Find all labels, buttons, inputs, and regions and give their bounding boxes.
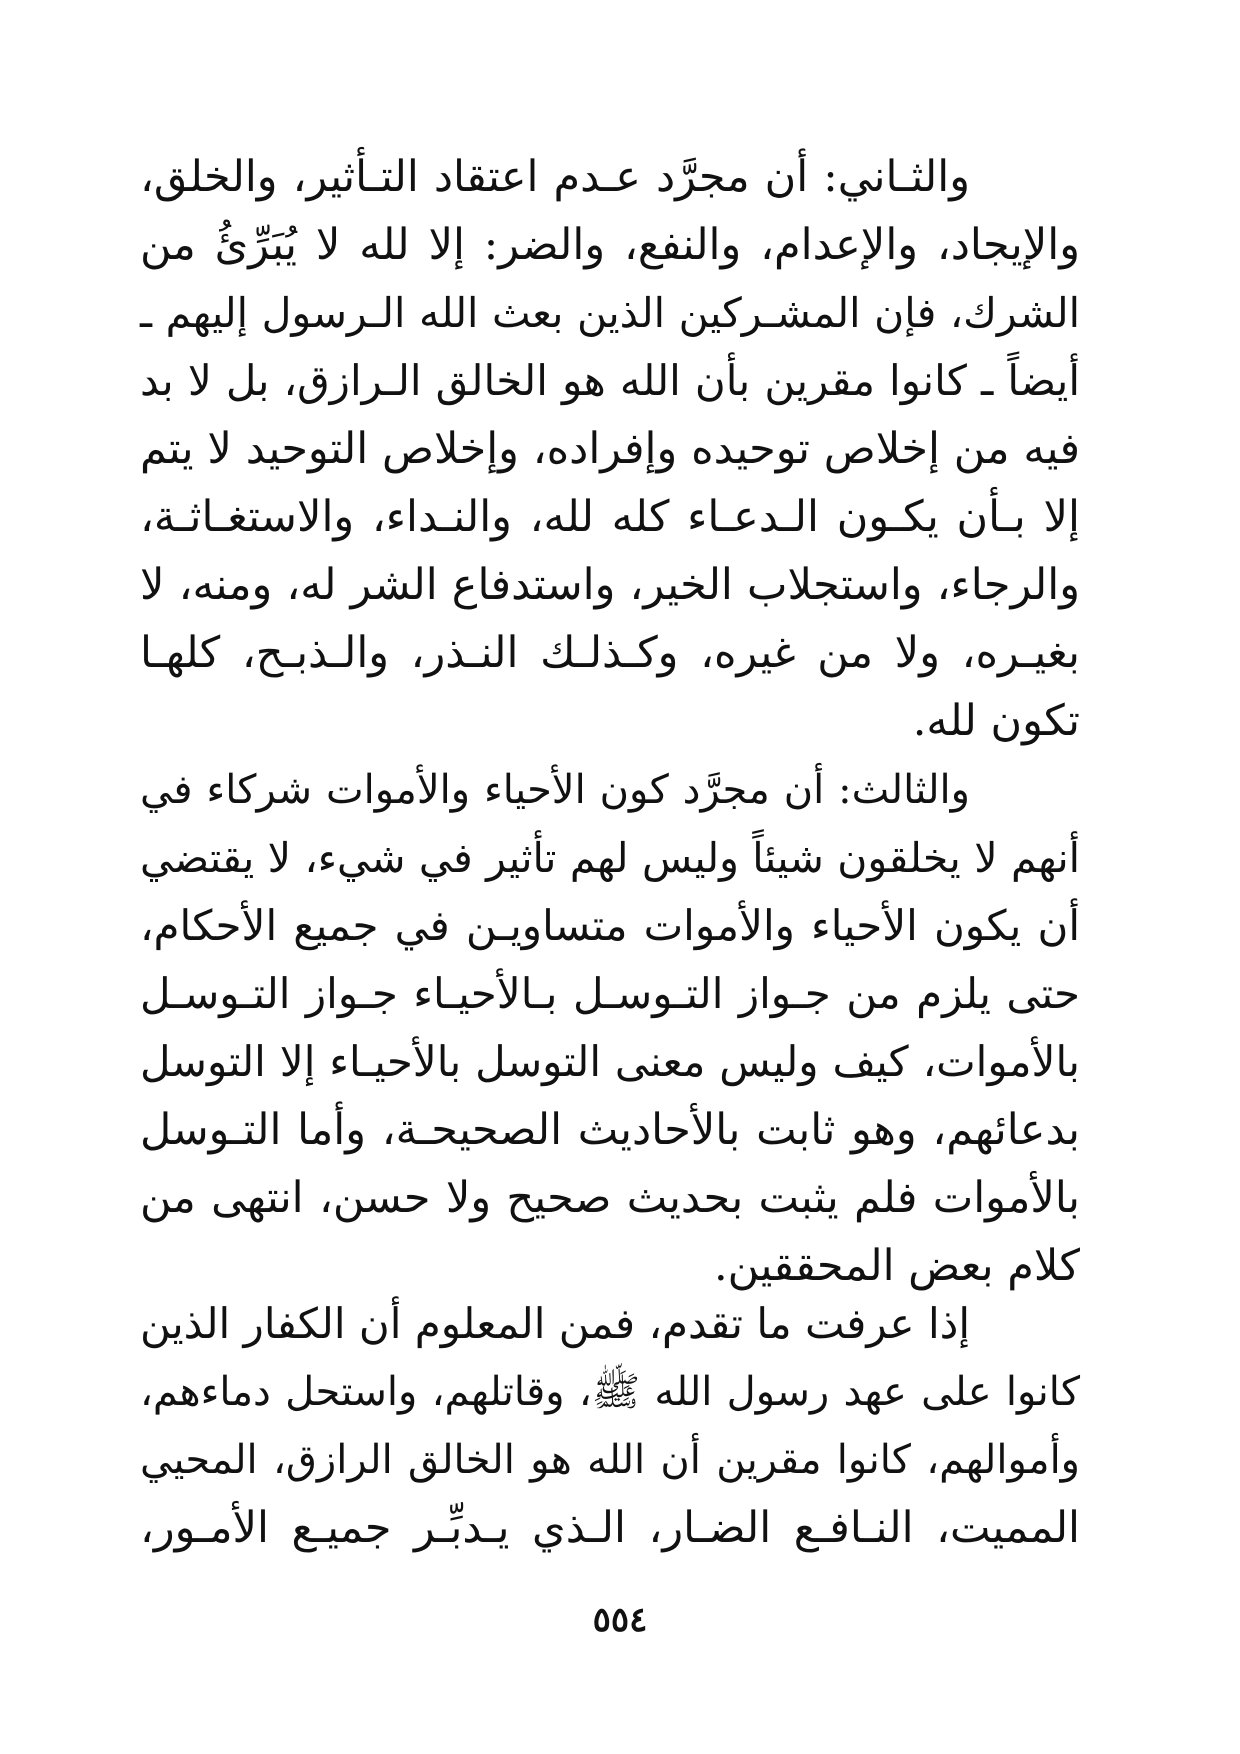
paragraph-line: والإيجاد، والإعدام، والنفع، والضر: إلا لله لا يُبَرِّئُ من	[140, 220, 1080, 270]
page-number: ٥٥٤	[592, 1600, 648, 1640]
paragraph-line: والثـاني: أن مجرَّد عـدم اعتقاد التـأثير، والخلق،	[140, 152, 970, 202]
paragraph-3	[140, 1290, 1080, 1562]
paragraph-line: أيضاً ـ كانوا مقرين بأن الله هو الخالق الـرازق، بل لا بد	[140, 356, 1080, 405]
paragraph-line: إذا عرفت ما تقدم، فمن المعلوم أن الكفار الذين	[140, 1299, 970, 1348]
paragraph-2	[140, 756, 1080, 1300]
paragraph-line: الشرك، فإن المشـركين الذين بعث الله الـرسول إليهم ـ	[140, 289, 1080, 337]
paragraph-line: كلام بعض المحققين.	[713, 1241, 1080, 1291]
paragraph-line: بغيـره، ولا من غيره، وكـذلـك النـذر، والـذبـح، كلهـا	[140, 628, 1080, 678]
paragraph-1	[140, 143, 1080, 755]
paragraph-line: فيه من إخلاص توحيده وإفراده، وإخلاص التوحيد لا يتم	[140, 424, 1080, 474]
paragraph-line: بدعائهم، وهو ثابت بالأحاديث الصحيحـة، وأما التـوسل	[140, 1105, 1080, 1155]
paragraph-line: حتى يلزم من جـواز التـوسـل بـالأحيـاء جـواز التـوسـل	[140, 969, 1080, 1018]
paragraph-line: إلا بـأن يكـون الـدعـاء كله لله، والنـداء، والاستغـاثـة،	[140, 492, 1080, 542]
paragraph-line: بالأموات فلم يثبت بحديث صحيح ولا حسن، انتهى من	[140, 1173, 1080, 1223]
paragraph-line: تكون لله.	[912, 696, 1080, 746]
paragraph-line: بالأموات، كيف وليس معنى التوسل بالأحيـاء إلا التوسل	[140, 1037, 1080, 1086]
paragraph-line: المميت، النـافـع الضـار، الـذي يـدبِّـر جميـع الأمـور،	[140, 1503, 1080, 1553]
paragraph-line: أنهم لا يخلقون شيئاً وليس لهم تأثير في شيء، لا يقتضي	[140, 834, 1080, 882]
paragraph-line: وأموالهم، كانوا مقرين أن الله هو الخالق الرازق، المحيي	[140, 1437, 1080, 1483]
paragraph-line: والثالث: أن مجرَّد كون الأحياء والأموات شركاء في	[140, 767, 970, 813]
paragraph-line: والرجاء، واستجلاب الخير، واستدفاع الشر له، ومنه، لا	[140, 560, 1080, 610]
paragraph-line: كانوا على عهد رسول الله ﷺ، وقاتلهم، واستحل دماءهم،	[140, 1369, 1080, 1415]
paragraph-line: أن يكون الأحياء والأموات متساويـن في جميع الأحكام،	[140, 901, 1080, 950]
